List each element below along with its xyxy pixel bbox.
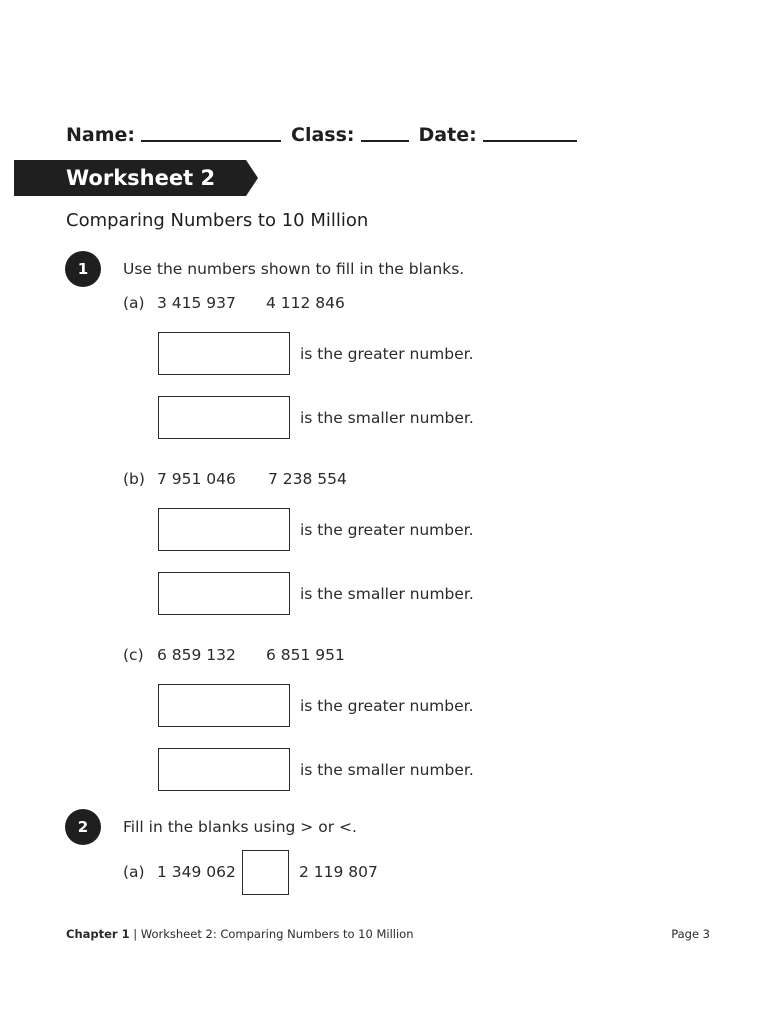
footer-separator: | <box>129 927 141 941</box>
footer-title: Worksheet 2: Comparing Numbers to 10 Million <box>140 927 414 941</box>
number-value: 6 851 951 <box>266 646 345 664</box>
comparison-answer-box[interactable] <box>242 850 289 895</box>
smaller-caption: is the smaller number. <box>300 409 474 427</box>
greater-caption: is the greater number. <box>300 345 474 363</box>
smaller-answer-box[interactable] <box>158 748 290 791</box>
smaller-caption: is the smaller number. <box>300 585 474 603</box>
footer-chapter: Chapter 1 <box>66 927 130 941</box>
part-label: (a) <box>123 294 145 312</box>
class-blank[interactable] <box>361 140 409 142</box>
greater-caption: is the greater number. <box>300 521 474 539</box>
greater-answer-box[interactable] <box>158 508 290 551</box>
part-label: (a) <box>123 863 145 881</box>
question-number-badge: 1 <box>65 251 101 287</box>
smaller-caption: is the smaller number. <box>300 761 474 779</box>
footer-chapter-info <box>66 927 414 941</box>
greater-answer-box[interactable] <box>158 332 290 375</box>
class-label: Class: <box>291 124 355 146</box>
date-blank[interactable] <box>483 140 577 142</box>
part-label: (b) <box>123 470 145 488</box>
date-label: Date: <box>418 124 477 146</box>
smaller-answer-box[interactable] <box>158 396 290 439</box>
section-title: Comparing Numbers to 10 Million <box>66 210 369 231</box>
question-1-instruction: Use the numbers shown to fill in the blanks. <box>123 260 465 278</box>
number-value: 6 859 132 <box>157 646 236 664</box>
page-number: Page 3 <box>671 927 710 941</box>
question-2-instruction: Fill in the blanks using > or <. <box>123 818 357 836</box>
question-number-badge: 2 <box>65 809 101 845</box>
greater-caption: is the greater number. <box>300 697 474 715</box>
number-value: 7 951 046 <box>157 470 236 488</box>
number-value: 2 119 807 <box>299 863 378 881</box>
greater-answer-box[interactable] <box>158 684 290 727</box>
smaller-answer-box[interactable] <box>158 572 290 615</box>
name-blank[interactable] <box>141 140 281 142</box>
name-label: Name: <box>66 124 136 146</box>
student-info-row <box>66 117 587 147</box>
number-value: 3 415 937 <box>157 294 236 312</box>
number-value: 4 112 846 <box>266 294 345 312</box>
worksheet-title: Worksheet 2 <box>66 166 216 190</box>
number-value: 1 349 062 <box>157 863 236 881</box>
number-value: 7 238 554 <box>268 470 347 488</box>
part-label: (c) <box>123 646 144 664</box>
